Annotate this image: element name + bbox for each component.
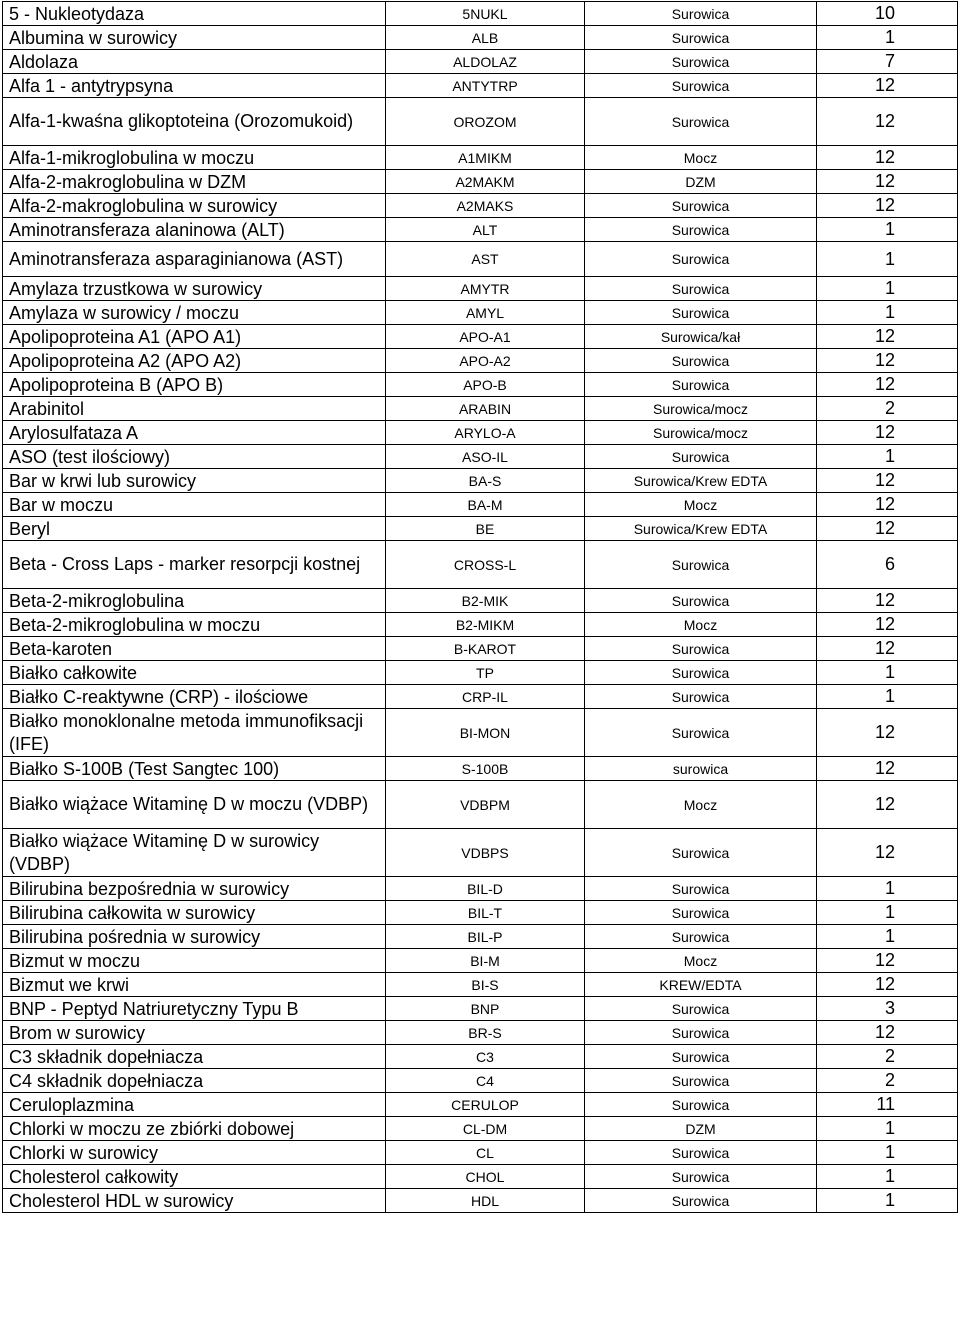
turnaround-days-cell: 1: [817, 1165, 958, 1189]
table-row: [3, 613, 958, 637]
test-name-cell: Cholesterol HDL w surowicy: [3, 1189, 386, 1213]
material-cell: Surowica: [585, 901, 817, 925]
table-row: [3, 242, 958, 277]
test-code-cell: A2MAKS: [386, 194, 585, 218]
material-cell: Surowica/mocz: [585, 421, 817, 445]
turnaround-days-cell: 1: [817, 445, 958, 469]
test-name-cell: Białko wiążace Witaminę D w surowicy (VDBP): [3, 829, 386, 877]
test-code-cell: AMYTR: [386, 277, 585, 301]
test-name-cell: Albumina w surowicy: [3, 26, 386, 50]
table-row: [3, 757, 958, 781]
turnaround-days-cell: 12: [817, 637, 958, 661]
test-name-cell: Arylosulfataza A: [3, 421, 386, 445]
test-code-cell: BI-MON: [386, 709, 585, 757]
test-code-cell: 5NUKL: [386, 2, 585, 26]
test-name-cell: Alfa-2-makroglobulina w surowicy: [3, 194, 386, 218]
test-name-cell: Bilirubina pośrednia w surowicy: [3, 925, 386, 949]
turnaround-days-cell: 12: [817, 493, 958, 517]
test-name-cell: Bizmut we krwi: [3, 973, 386, 997]
material-cell: Surowica: [585, 277, 817, 301]
turnaround-days-cell: 10: [817, 2, 958, 26]
table-row: [3, 349, 958, 373]
turnaround-days-cell: 1: [817, 901, 958, 925]
test-code-cell: A1MIKM: [386, 146, 585, 170]
material-cell: Surowica/Krew EDTA: [585, 517, 817, 541]
test-name-cell: C3 składnik dopełniacza: [3, 1045, 386, 1069]
material-cell: Mocz: [585, 949, 817, 973]
test-code-cell: APO-A1: [386, 325, 585, 349]
material-cell: Surowica: [585, 709, 817, 757]
test-name-cell: Beta-2-mikroglobulina: [3, 589, 386, 613]
material-cell: Surowica: [585, 301, 817, 325]
test-name-cell: Białko S-100B (Test Sangtec 100): [3, 757, 386, 781]
turnaround-days-cell: 12: [817, 194, 958, 218]
test-name-cell: Beryl: [3, 517, 386, 541]
material-cell: Surowica/Krew EDTA: [585, 469, 817, 493]
test-name-cell: Białko C-reaktywne (CRP) - ilościowe: [3, 685, 386, 709]
table-row: [3, 50, 958, 74]
test-name-cell: Cholesterol całkowity: [3, 1165, 386, 1189]
turnaround-days-cell: 1: [817, 218, 958, 242]
test-name-cell: Bilirubina bezpośrednia w surowicy: [3, 877, 386, 901]
table-row: [3, 301, 958, 325]
table-row: [3, 1117, 958, 1141]
test-code-cell: AMYL: [386, 301, 585, 325]
table-row: [3, 973, 958, 997]
turnaround-days-cell: 6: [817, 541, 958, 589]
table-row: [3, 170, 958, 194]
material-cell: Surowica: [585, 2, 817, 26]
material-cell: Mocz: [585, 613, 817, 637]
material-cell: Surowica/kał: [585, 325, 817, 349]
turnaround-days-cell: 3: [817, 997, 958, 1021]
test-code-cell: BE: [386, 517, 585, 541]
turnaround-days-cell: 12: [817, 325, 958, 349]
test-code-cell: CL: [386, 1141, 585, 1165]
material-cell: Surowica: [585, 445, 817, 469]
test-code-cell: A2MAKM: [386, 170, 585, 194]
test-code-cell: ANTYTRP: [386, 74, 585, 98]
table-row: [3, 277, 958, 301]
tests-table: [2, 1, 958, 1213]
material-cell: Surowica: [585, 997, 817, 1021]
test-code-cell: BA-M: [386, 493, 585, 517]
material-cell: Surowica: [585, 829, 817, 877]
table-row: [3, 877, 958, 901]
test-code-cell: APO-B: [386, 373, 585, 397]
test-name-cell: BNP - Peptyd Natriuretyczny Typu B: [3, 997, 386, 1021]
test-code-cell: BNP: [386, 997, 585, 1021]
table-row: [3, 709, 958, 757]
table-row: [3, 74, 958, 98]
turnaround-days-cell: 12: [817, 421, 958, 445]
test-name-cell: Apolipoproteina B (APO B): [3, 373, 386, 397]
table-row: [3, 146, 958, 170]
test-code-cell: BIL-P: [386, 925, 585, 949]
turnaround-days-cell: 12: [817, 170, 958, 194]
table-row: [3, 493, 958, 517]
material-cell: Surowica: [585, 541, 817, 589]
test-name-cell: Beta - Cross Laps - marker resorpcji kostnej: [3, 541, 386, 589]
test-name-cell: Arabinitol: [3, 397, 386, 421]
turnaround-days-cell: 7: [817, 50, 958, 74]
table-row: [3, 829, 958, 877]
test-name-cell: Białko całkowite: [3, 661, 386, 685]
table-row: [3, 1165, 958, 1189]
turnaround-days-cell: 12: [817, 146, 958, 170]
turnaround-days-cell: 12: [817, 517, 958, 541]
test-code-cell: ALDOLAZ: [386, 50, 585, 74]
table-row: [3, 637, 958, 661]
table-row: [3, 218, 958, 242]
material-cell: Surowica: [585, 98, 817, 146]
turnaround-days-cell: 1: [817, 277, 958, 301]
test-name-cell: Białko monoklonalne metoda immunofiksacji (IFE): [3, 709, 386, 757]
table-row: [3, 469, 958, 493]
material-cell: Surowica/mocz: [585, 397, 817, 421]
test-code-cell: CHOL: [386, 1165, 585, 1189]
turnaround-days-cell: 12: [817, 781, 958, 829]
test-code-cell: CL-DM: [386, 1117, 585, 1141]
test-name-cell: Beta-2-mikroglobulina w moczu: [3, 613, 386, 637]
test-code-cell: ALT: [386, 218, 585, 242]
turnaround-days-cell: 1: [817, 1189, 958, 1213]
turnaround-days-cell: 2: [817, 397, 958, 421]
turnaround-days-cell: 1: [817, 877, 958, 901]
turnaround-days-cell: 1: [817, 661, 958, 685]
turnaround-days-cell: 1: [817, 242, 958, 277]
test-name-cell: Aminotransferaza alaninowa (ALT): [3, 218, 386, 242]
test-name-cell: Białko wiążace Witaminę D w moczu (VDBP): [3, 781, 386, 829]
material-cell: Surowica: [585, 685, 817, 709]
table-row: [3, 589, 958, 613]
test-name-cell: 5 - Nukleotydaza: [3, 2, 386, 26]
table-row: [3, 661, 958, 685]
test-code-cell: BIL-D: [386, 877, 585, 901]
table-row: [3, 1069, 958, 1093]
material-cell: Surowica: [585, 242, 817, 277]
test-name-cell: Aldolaza: [3, 50, 386, 74]
turnaround-days-cell: 12: [817, 469, 958, 493]
material-cell: Surowica: [585, 1093, 817, 1117]
table-row: [3, 2, 958, 26]
test-code-cell: B2-MIKM: [386, 613, 585, 637]
test-code-cell: S-100B: [386, 757, 585, 781]
test-code-cell: CROSS-L: [386, 541, 585, 589]
turnaround-days-cell: 1: [817, 26, 958, 50]
test-name-cell: Alfa-2-makroglobulina w DZM: [3, 170, 386, 194]
turnaround-days-cell: 2: [817, 1069, 958, 1093]
table-row: [3, 517, 958, 541]
turnaround-days-cell: 2: [817, 1045, 958, 1069]
table-row: [3, 373, 958, 397]
test-name-cell: ASO (test ilościowy): [3, 445, 386, 469]
test-name-cell: Alfa-1-mikroglobulina w moczu: [3, 146, 386, 170]
material-cell: Surowica: [585, 1189, 817, 1213]
test-code-cell: CERULOP: [386, 1093, 585, 1117]
test-name-cell: Bizmut w moczu: [3, 949, 386, 973]
test-code-cell: ASO-IL: [386, 445, 585, 469]
test-code-cell: B-KAROT: [386, 637, 585, 661]
test-name-cell: Brom w surowicy: [3, 1021, 386, 1045]
test-code-cell: ARYLO-A: [386, 421, 585, 445]
table-row: [3, 1021, 958, 1045]
test-name-cell: Alfa-1-kwaśna glikoptoteina (Orozomukoid): [3, 98, 386, 146]
material-cell: Surowica: [585, 589, 817, 613]
table-row: [3, 1045, 958, 1069]
test-name-cell: Ceruloplazmina: [3, 1093, 386, 1117]
test-name-cell: Beta-karoten: [3, 637, 386, 661]
table-row: [3, 1189, 958, 1213]
test-code-cell: APO-A2: [386, 349, 585, 373]
material-cell: Surowica: [585, 1141, 817, 1165]
test-code-cell: BR-S: [386, 1021, 585, 1045]
test-code-cell: BI-M: [386, 949, 585, 973]
table-row: [3, 1141, 958, 1165]
material-cell: Surowica: [585, 1045, 817, 1069]
test-code-cell: VDBPS: [386, 829, 585, 877]
turnaround-days-cell: 1: [817, 685, 958, 709]
test-code-cell: AST: [386, 242, 585, 277]
turnaround-days-cell: 12: [817, 349, 958, 373]
material-cell: DZM: [585, 1117, 817, 1141]
material-cell: Surowica: [585, 349, 817, 373]
material-cell: Surowica: [585, 1165, 817, 1189]
material-cell: Surowica: [585, 50, 817, 74]
test-name-cell: Aminotransferaza asparaginianowa (AST): [3, 242, 386, 277]
turnaround-days-cell: 12: [817, 613, 958, 637]
material-cell: Mocz: [585, 781, 817, 829]
table-row: [3, 781, 958, 829]
test-code-cell: VDBPM: [386, 781, 585, 829]
test-name-cell: Alfa 1 - antytrypsyna: [3, 74, 386, 98]
turnaround-days-cell: 12: [817, 973, 958, 997]
material-cell: Surowica: [585, 1021, 817, 1045]
material-cell: Surowica: [585, 1069, 817, 1093]
turnaround-days-cell: 12: [817, 589, 958, 613]
material-cell: Surowica: [585, 637, 817, 661]
turnaround-days-cell: 12: [817, 757, 958, 781]
turnaround-days-cell: 1: [817, 1141, 958, 1165]
turnaround-days-cell: 12: [817, 373, 958, 397]
table-row: [3, 26, 958, 50]
table-row: [3, 397, 958, 421]
material-cell: Mocz: [585, 493, 817, 517]
material-cell: Mocz: [585, 146, 817, 170]
test-name-cell: Apolipoproteina A2 (APO A2): [3, 349, 386, 373]
test-code-cell: TP: [386, 661, 585, 685]
test-name-cell: Bar w krwi lub surowicy: [3, 469, 386, 493]
test-code-cell: C4: [386, 1069, 585, 1093]
test-name-cell: Amylaza trzustkowa w surowicy: [3, 277, 386, 301]
material-cell: Surowica: [585, 218, 817, 242]
table-row: [3, 901, 958, 925]
turnaround-days-cell: 12: [817, 74, 958, 98]
turnaround-days-cell: 12: [817, 949, 958, 973]
test-name-cell: Apolipoproteina A1 (APO A1): [3, 325, 386, 349]
test-code-cell: CRP-IL: [386, 685, 585, 709]
material-cell: surowica: [585, 757, 817, 781]
test-name-cell: Chlorki w moczu ze zbiórki dobowej: [3, 1117, 386, 1141]
test-code-cell: BI-S: [386, 973, 585, 997]
test-code-cell: C3: [386, 1045, 585, 1069]
material-cell: Surowica: [585, 194, 817, 218]
table-row: [3, 685, 958, 709]
turnaround-days-cell: 11: [817, 1093, 958, 1117]
test-code-cell: ARABIN: [386, 397, 585, 421]
test-code-cell: BIL-T: [386, 901, 585, 925]
table-row: [3, 421, 958, 445]
table-row: [3, 98, 958, 146]
turnaround-days-cell: 12: [817, 1021, 958, 1045]
test-code-cell: BA-S: [386, 469, 585, 493]
test-code-cell: HDL: [386, 1189, 585, 1213]
test-name-cell: Bilirubina całkowita w surowicy: [3, 901, 386, 925]
table-row: [3, 949, 958, 973]
test-name-cell: C4 składnik dopełniacza: [3, 1069, 386, 1093]
material-cell: Surowica: [585, 373, 817, 397]
table-row: [3, 445, 958, 469]
material-cell: KREW/EDTA: [585, 973, 817, 997]
material-cell: DZM: [585, 170, 817, 194]
turnaround-days-cell: 1: [817, 1117, 958, 1141]
material-cell: Surowica: [585, 74, 817, 98]
turnaround-days-cell: 1: [817, 925, 958, 949]
table-row: [3, 325, 958, 349]
turnaround-days-cell: 12: [817, 709, 958, 757]
material-cell: Surowica: [585, 26, 817, 50]
test-code-cell: B2-MIK: [386, 589, 585, 613]
material-cell: Surowica: [585, 925, 817, 949]
table-row: [3, 925, 958, 949]
test-code-cell: ALB: [386, 26, 585, 50]
test-name-cell: Chlorki w surowicy: [3, 1141, 386, 1165]
turnaround-days-cell: 1: [817, 301, 958, 325]
material-cell: Surowica: [585, 877, 817, 901]
table-row: [3, 997, 958, 1021]
test-name-cell: Bar w moczu: [3, 493, 386, 517]
table-row: [3, 194, 958, 218]
test-name-cell: Amylaza w surowicy / moczu: [3, 301, 386, 325]
turnaround-days-cell: 12: [817, 829, 958, 877]
table-row: [3, 1093, 958, 1117]
table-row: [3, 541, 958, 589]
tests-table-body: [3, 2, 958, 1213]
material-cell: Surowica: [585, 661, 817, 685]
turnaround-days-cell: 12: [817, 98, 958, 146]
test-code-cell: OROZOM: [386, 98, 585, 146]
